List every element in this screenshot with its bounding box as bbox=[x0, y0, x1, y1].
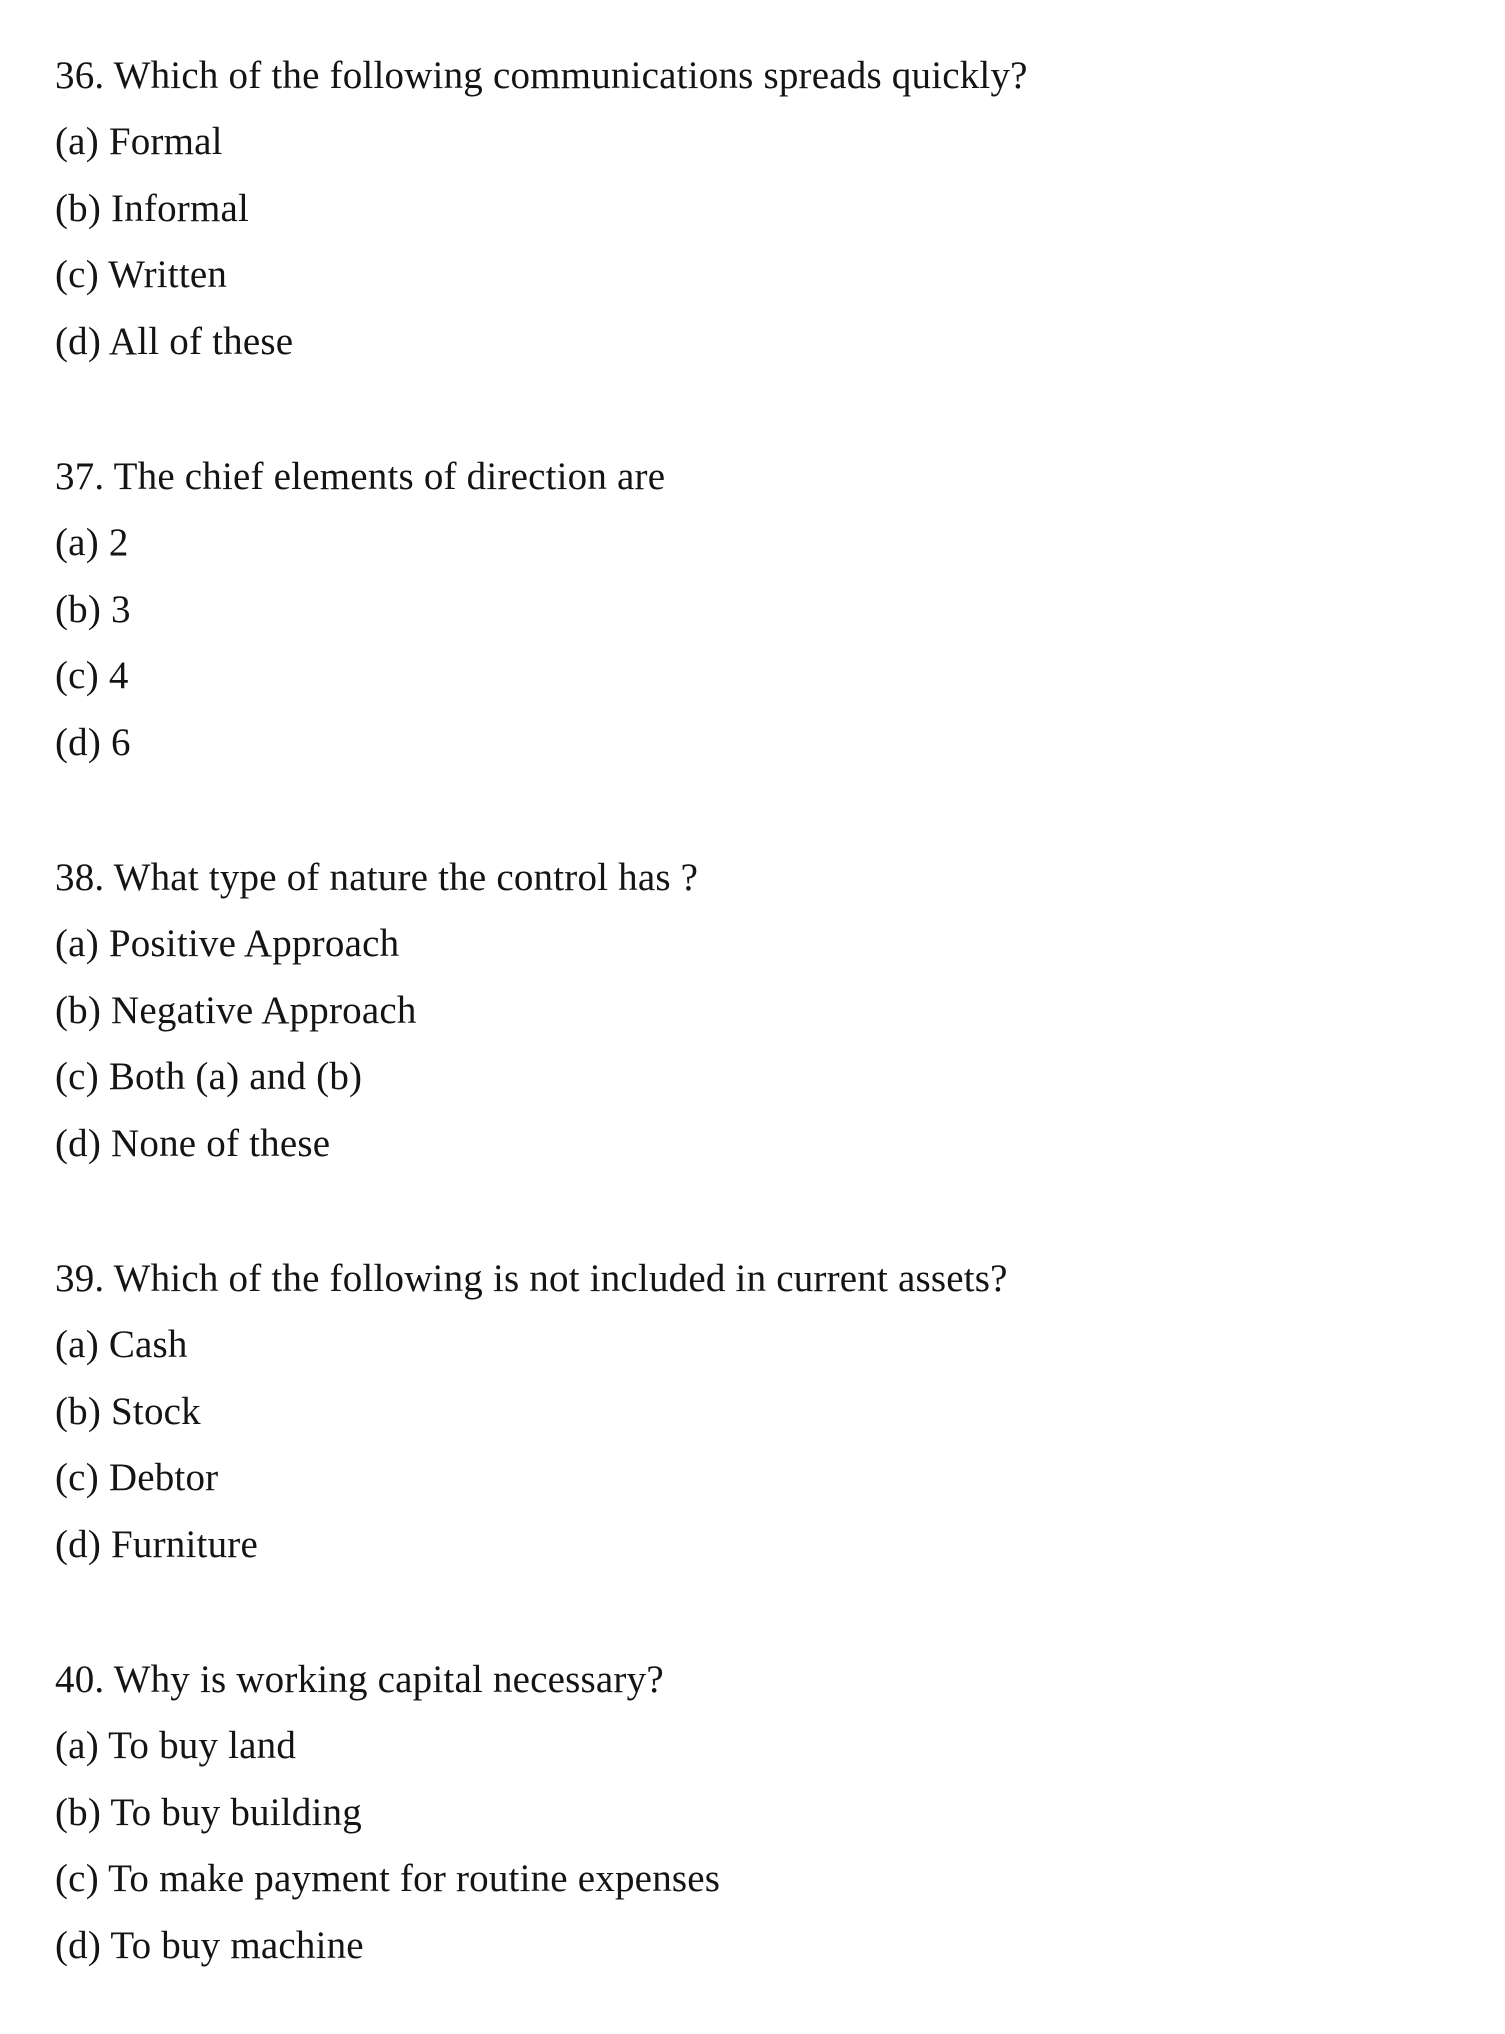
option-line: (b) Informal bbox=[55, 186, 250, 230]
option-line: (a) To buy land bbox=[55, 1724, 297, 1768]
question-block-39 bbox=[55, 1245, 1465, 1578]
option-line: (b) 3 bbox=[55, 587, 131, 631]
option-line: (c) Written bbox=[55, 253, 228, 297]
question-prompt: 40. Why is working capital necessary? bbox=[55, 1657, 664, 1701]
question-prompt: 38. What type of nature the control has ? bbox=[55, 855, 699, 899]
question-prompt: 37. The chief elements of direction are bbox=[55, 454, 666, 498]
option-line: (d) All of these bbox=[55, 319, 294, 363]
option-line: (b) To buy building bbox=[55, 1790, 362, 1834]
option-line: (d) Furniture bbox=[55, 1522, 258, 1566]
question-prompt: 39. Which of the following is not included in current assets? bbox=[55, 1256, 1008, 1300]
option-line: (d) To buy machine bbox=[55, 1923, 364, 1967]
option-line: (c) 4 bbox=[55, 654, 129, 698]
option-line: (a) Positive Approach bbox=[55, 922, 400, 966]
option-line: (c) Debtor bbox=[55, 1456, 219, 1500]
option-line: (d) None of these bbox=[55, 1121, 331, 1165]
question-prompt: 36. Which of the following communications spreads quickly? bbox=[55, 53, 1028, 97]
option-line: (a) Formal bbox=[55, 120, 223, 164]
option-line: (a) Cash bbox=[55, 1323, 188, 1367]
question-block-38 bbox=[55, 844, 1465, 1177]
option-line: (c) To make payment for routine expenses bbox=[55, 1857, 721, 1901]
option-line: (b) Stock bbox=[55, 1389, 201, 1433]
question-block-40 bbox=[55, 1646, 1465, 1979]
option-line: (d) 6 bbox=[55, 720, 131, 764]
option-line: (b) Negative Approach bbox=[55, 988, 417, 1032]
question-block-36 bbox=[55, 42, 1465, 375]
question-block-37 bbox=[55, 443, 1465, 776]
option-line: (c) Both (a) and (b) bbox=[55, 1055, 363, 1099]
option-line: (a) 2 bbox=[55, 521, 129, 565]
